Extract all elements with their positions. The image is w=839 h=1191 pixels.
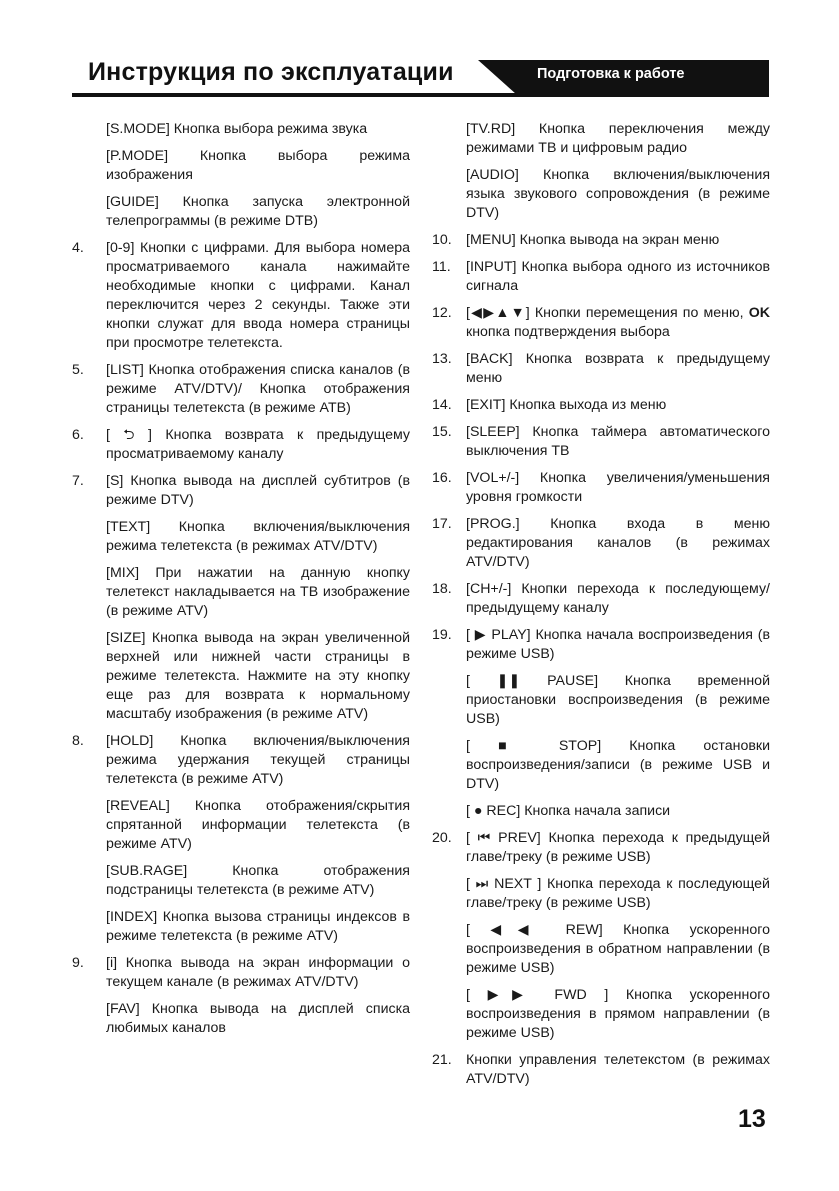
list-item	[432, 921, 770, 978]
item-text: [ ◀◀ REW] Кнопка ускоренного воспроизведения в обратном направлении (в режиме USB)	[466, 922, 770, 976]
left-column	[72, 120, 410, 1046]
item-text: [SUB.RAGE] Кнопка отображения подстраницы телетекста (в режиме ATV)	[106, 863, 410, 898]
list-item	[72, 518, 410, 556]
item-text: [BACK] Кнопка возврата к предыдущему меню	[466, 351, 770, 386]
list-item	[432, 1051, 770, 1089]
item-text: [VOL+/-] Кнопка увеличения/уменьшения уровня громкости	[466, 470, 770, 505]
list-item	[432, 396, 770, 415]
page-number: 13	[738, 1105, 766, 1133]
list-item	[72, 954, 410, 992]
list-item	[72, 732, 410, 789]
list-item	[432, 350, 770, 388]
list-item	[432, 737, 770, 794]
section-title: Подготовка к работе	[537, 66, 685, 82]
item-text: [i] Кнопка вывода на экран информации о текущем канале (в режимах ATV/DTV)	[106, 955, 410, 990]
item-text: [0-9] Кнопки с цифрами. Для выбора номера просматриваемого канала нажимайте необходимые кнопки с цифрами. Канал переключится через 2 секунды. Также эти кнопки служат для ввода номера страницы при просмотре телетекста.	[106, 240, 410, 351]
item-text-tail: кнопка подтверждения выбора	[466, 324, 670, 340]
list-item	[72, 797, 410, 854]
right-column	[432, 120, 770, 1097]
item-text: [ ⏭ NEXT ] Кнопка перехода к последующей главе/треку (в режиме USB)	[466, 876, 770, 911]
list-item	[432, 469, 770, 507]
item-number: 17.	[432, 516, 452, 532]
list-item	[432, 258, 770, 296]
item-text: [MENU] Кнопка вывода на экран меню	[466, 232, 720, 248]
header-rule	[72, 93, 769, 97]
list-item	[432, 120, 770, 158]
item-number: 5.	[72, 362, 84, 378]
item-text: [ ⮌ ] Кнопка возврата к предыдущему просматриваемому каналу	[106, 427, 410, 462]
list-item	[432, 875, 770, 913]
item-text: [ ● REC] Кнопка начала записи	[466, 803, 671, 819]
item-text: [LIST] Кнопка отображения списка каналов (в режиме ATV/DTV)/ Кнопка отображения страницы телетекста (в режиме ATB)	[106, 362, 410, 416]
item-number: 16.	[432, 470, 452, 486]
item-number: 14.	[432, 397, 452, 413]
item-number: 12.	[432, 305, 452, 321]
item-text: [HOLD] Кнопка включения/выключения режима удержания текущей страницы телетекста (в режиме ATV)	[106, 733, 410, 787]
item-text: [ ■ STOP] Кнопка остановки воспроизведения/записи (в режиме USB и DTV)	[466, 738, 770, 792]
item-text: [PROG.] Кнопка входа в меню редактирования каналов (в режимах ATV/DTV)	[466, 516, 770, 570]
item-number: 4.	[72, 240, 84, 256]
list-item	[432, 423, 770, 461]
list-item	[72, 908, 410, 946]
item-text: [EXIT] Кнопка выхода из меню	[466, 397, 667, 413]
list-item	[72, 472, 410, 510]
item-text: [GUIDE] Кнопка запуска электронной телепрограммы (в режиме DTB)	[106, 194, 410, 229]
list-item	[432, 802, 770, 821]
item-text: [SLEEP] Кнопка таймера автоматического выключения ТВ	[466, 424, 770, 459]
item-number: 18.	[432, 581, 452, 597]
ok-key-label: OK	[748, 305, 770, 321]
list-item	[72, 239, 410, 353]
item-number: 6.	[72, 427, 84, 443]
list-item	[72, 862, 410, 900]
item-number: 20.	[432, 830, 452, 846]
list-item	[432, 166, 770, 223]
item-number: 8.	[72, 733, 84, 749]
list-item	[72, 564, 410, 621]
item-text: [ ▶▶ FWD ] Кнопка ускоренного воспроизведения в прямом направлении (в режиме USB)	[466, 987, 770, 1041]
item-text: [ ▶ PLAY] Кнопка начала воспроизведения (в режиме USB)	[466, 627, 770, 662]
item-text: [S] Кнопка вывода на дисплей субтитров (в режиме DTV)	[106, 473, 410, 508]
item-number: 13.	[432, 351, 452, 367]
list-item	[432, 231, 770, 250]
item-number: 19.	[432, 627, 452, 643]
item-text: [TV.RD] Кнопка переключения между режимами ТВ и цифровым радио	[466, 121, 770, 156]
item-number: 10.	[432, 232, 452, 248]
list-item	[72, 361, 410, 418]
item-number: 11.	[432, 259, 451, 275]
list-item	[432, 986, 770, 1043]
item-text: [TEXT] Кнопка включения/выключения режима телетекста (в режимах ATV/DTV)	[106, 519, 410, 554]
list-item	[432, 580, 770, 618]
item-text: [INDEX] Кнопка вызова страницы индексов в режиме телетекста (в режиме ATV)	[106, 909, 410, 944]
list-item	[432, 829, 770, 867]
item-text: [SIZE] Кнопка вывода на экран увеличенной верхней или нижней части страницы в режиме телетекста. Нажмите на эту кнопку еще раз для возврата к нормальному масштабу изображения (в режиме ATV)	[106, 630, 410, 722]
item-text: [◀▶▲▼] Кнопки перемещения по меню,	[466, 305, 744, 321]
item-text: [ ⏮ PREV] Кнопка перехода к предыдущей главе/треку (в режиме USB)	[466, 830, 770, 865]
item-text: [MIX] При нажатии на данную кнопку телетекст накладывается на ТВ изображение (в режиме ATV)	[106, 565, 410, 619]
item-text: [S.MODE] Кнопка выбора режима звука	[106, 121, 368, 137]
list-item	[72, 147, 410, 185]
list-item	[72, 629, 410, 724]
list-item	[432, 672, 770, 729]
list-item	[72, 1000, 410, 1038]
item-number: 15.	[432, 424, 452, 440]
item-number: 21.	[432, 1052, 452, 1068]
list-item	[72, 193, 410, 231]
item-text: Кнопки управления телетекстом (в режимах ATV/DTV)	[466, 1052, 770, 1087]
list-item	[432, 515, 770, 572]
item-text: [P.MODE] Кнопка выбора режима изображения	[106, 148, 410, 183]
item-text: [ ❚❚ PAUSE] Кнопка временной приостановки воспроизведения (в режиме USB)	[466, 673, 770, 727]
item-text: [FAV] Кнопка вывода на дисплей списка любимых каналов	[106, 1001, 410, 1036]
item-text: [INPUT] Кнопка выбора одного из источников сигнала	[466, 259, 770, 294]
item-number: 9.	[72, 955, 84, 971]
item-text: [CH+/-] Кнопки перехода к последующему/предыдущему каналу	[466, 581, 770, 616]
list-item	[432, 304, 770, 342]
list-item	[432, 626, 770, 664]
list-item	[72, 426, 410, 464]
item-text: [REVEAL] Кнопка отображения/скрытия спрятанной информации телетекста (в режиме ATV)	[106, 798, 410, 852]
item-number: 7.	[72, 473, 84, 489]
list-item	[72, 120, 410, 139]
item-text: [AUDIO] Кнопка включения/выключения языка звукового сопровождения (в режиме DTV)	[466, 167, 770, 221]
page-title: Инструкция по эксплуатации	[88, 58, 454, 86]
